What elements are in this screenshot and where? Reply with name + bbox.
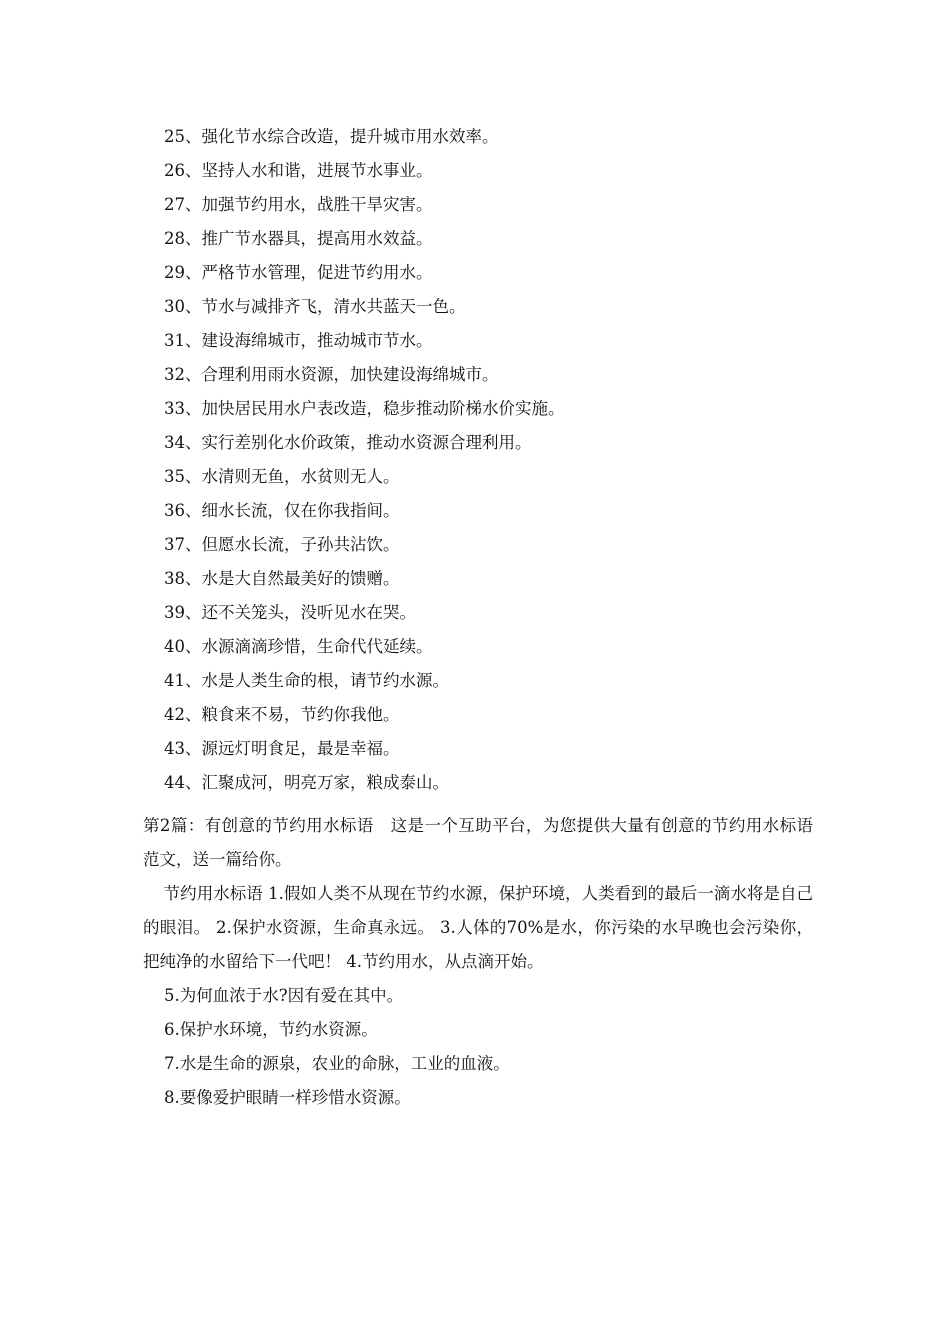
- list-item: 27、加强节约用水，战胜干旱灾害。: [164, 195, 433, 214]
- list-item: 7.水是生命的源泉，农业的命脉，工业的血液。: [164, 1054, 510, 1073]
- list-item: 32、合理利用雨水资源，加快建设海绵城市。: [164, 365, 499, 384]
- list-item: 5.为何血浓于水?因有爱在其中。: [164, 986, 404, 1005]
- list-item: 33、加快居民用水户表改造，稳步推动阶梯水价实施。: [164, 399, 565, 418]
- list-item: 39、还不关笼头，没听见水在哭。: [164, 603, 416, 622]
- intro-paragraph: 节约用水标语 1.假如人类不从现在节约水源，保护环境，人类看到的最后一滴水将是自己的眼泪。 2.保护水资源，生命真永远。 3.人体的70%是水，你污染的水早晚也会污染你，把纯净的水留给下一代吧！ 4.节约用水，从点滴开始。: [143, 884, 813, 971]
- list-item: 41、水是人类生命的根，请节约水源。: [164, 671, 449, 690]
- section-2: [143, 809, 813, 1115]
- list-item: 40、水源滴滴珍惜，生命代代延续。: [164, 637, 433, 656]
- list-item: 31、建设海绵城市，推动城市节水。: [164, 331, 433, 350]
- list-item: 25、强化节水综合改造，提升城市用水效率。: [164, 127, 499, 146]
- slogan-list: [164, 120, 864, 800]
- list-item: 28、推广节水器具，提高用水效益。: [164, 229, 433, 248]
- list-item: 43、源远灯明食足，最是幸福。: [164, 739, 400, 758]
- list-item: 37、但愿水长流，子孙共沾饮。: [164, 535, 400, 554]
- list-item: 35、水清则无鱼，水贫则无人。: [164, 467, 400, 486]
- list-item: 8.要像爱护眼睛一样珍惜水资源。: [164, 1088, 411, 1107]
- list-item: 44、汇聚成河，明亮万家，粮成泰山。: [164, 773, 449, 792]
- section-heading-paragraph: 第2篇：有创意的节约用水标语 这是一个互助平台，为您提供大量有创意的节约用水标语范文，送一篇给你。: [143, 816, 813, 869]
- list-item: 29、严格节水管理，促进节约用水。: [164, 263, 433, 282]
- list-item: 6.保护水环境，节约水资源。: [164, 1020, 378, 1039]
- list-item: 30、节水与减排齐飞，清水共蓝天一色。: [164, 297, 466, 316]
- list-item: 26、坚持人水和谐，进展节水事业。: [164, 161, 433, 180]
- list-item: 34、实行差别化水价政策，推动水资源合理利用。: [164, 433, 532, 452]
- list-item: 38、水是大自然最美好的馈赠。: [164, 569, 400, 588]
- list-item: 36、细水长流，仅在你我指间。: [164, 501, 400, 520]
- list-item: 42、粮食来不易，节约你我他。: [164, 705, 400, 724]
